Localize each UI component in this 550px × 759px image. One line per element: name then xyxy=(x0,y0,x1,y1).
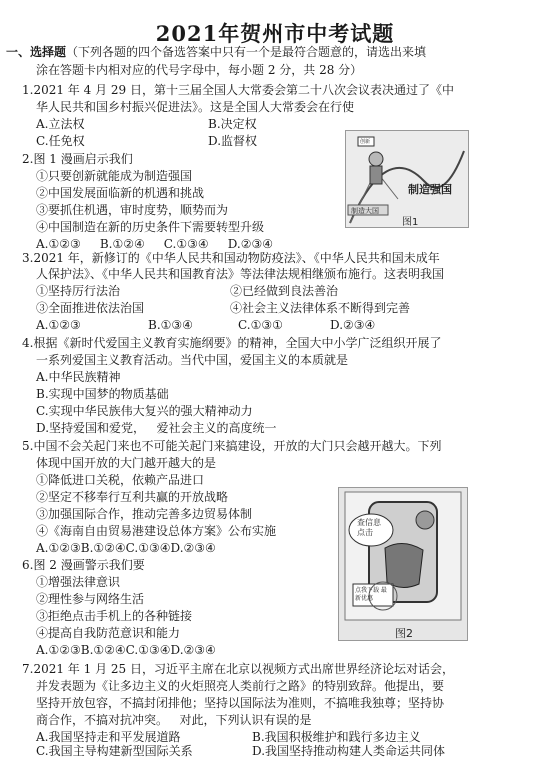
q7-stem-3: 坚持开放包容，不搞封闭排他；坚持以国际法为准则，不搞唯我独尊；坚持协 xyxy=(36,696,445,710)
q7-stem-1: 7.2021 年 1 月 25 日，习近平主席在北京以视频方式出席世界经济论坛对话会， xyxy=(22,662,454,676)
figure-2-box: 点我下载 最新优惠 xyxy=(355,587,387,602)
q4-stem-1: 4.根据《新时代爱国主义教育实施纲要》的精神，全国大中小学广泛组织开展了 xyxy=(22,336,442,350)
q6-item-4: ④提高自我防范意识和能力 xyxy=(36,626,181,640)
q7-stem-2: 并发表题为《让多边主义的火炬照亮人类前行之路》的特别致辞。他提出，要 xyxy=(36,679,445,693)
q5-item-4: ④《海南自由贸易港建设总体方案》公布实施 xyxy=(36,524,277,538)
q3-option-c: C.①③① xyxy=(238,318,283,332)
q2-item-4: ④中国制造在新的历史条件下需要转型升级 xyxy=(36,220,265,234)
q7-option-c: C.我国主导构建新型国际关系 xyxy=(36,744,193,758)
section-desc-1: （下列各题的四个备选答案中只有一个是最符合题意的，请选出来填 xyxy=(66,45,427,59)
figure-2-cartoon xyxy=(338,487,468,641)
q2-item-1: ①只要创新就能成为制造强国 xyxy=(36,169,193,183)
figure-1-tag: 制造大国 xyxy=(351,207,379,215)
q7-option-d: D.我国坚持推动构建人类命运共同体 xyxy=(252,744,446,758)
q5-item-3: ③加强国际合作，推动完善多边贸易体制 xyxy=(36,507,253,521)
q7-stem-4: 商合作，不搞对抗冲突。 对此，下列认识有误的是 xyxy=(36,713,312,727)
q3-stem-1: 3.2021 年，新修订的《中华人民共和国动物防疫法》、《中华人民共和国未成年 xyxy=(22,251,440,265)
q4-option-b: B.实现中国梦的物质基础 xyxy=(36,387,169,401)
q3-option-a: A.①②③ xyxy=(36,318,81,332)
q2-item-3: ③要抓住机遇，审时度势，顺势而为 xyxy=(36,203,229,217)
q3-item-4: ④社会主义法律体系不断得到完善 xyxy=(230,301,411,315)
q3-item-3: ③全面推进依法治国 xyxy=(36,301,145,315)
q4-option-d: D.坚持爱国和爱党， 爱社会主义的高度统一 xyxy=(36,421,277,435)
q1-option-a: A.立法权 xyxy=(36,117,85,131)
q3-item-2: ②已经做到良法善治 xyxy=(230,284,339,298)
q6-item-2: ②理性参与网络生活 xyxy=(36,592,145,606)
figure-1-caption: 图1 xyxy=(402,217,419,228)
page-title: 2021年贺州市中考试题 xyxy=(155,21,395,46)
q5-stem-2: 体现中国开放的大门越开越大的是 xyxy=(36,456,217,470)
q5-item-2: ②坚定不移奉行互利共赢的开放战略 xyxy=(36,490,229,504)
figure-2-illustration xyxy=(339,488,467,640)
q6-stem: 6.图 2 漫画警示我们要 xyxy=(22,558,145,572)
q2-item-2: ②中国发展面临新的机遇和挑战 xyxy=(36,186,205,200)
q4-stem-2: 一系列爱国主义教育活动。当代中国，爱国主义的本质就是 xyxy=(36,353,349,367)
q1-option-d: D.监督权 xyxy=(208,134,258,148)
q7-option-a: A.我国坚持走和平发展道路 xyxy=(36,730,181,744)
q2-options: A.①②③ B.①②④ C.①③④ D.②③④ xyxy=(36,237,273,251)
section-desc-2: 涂在答题卡内相对应的代号字母中，每小题 2 分，共 28 分） xyxy=(36,63,363,77)
q6-options: A.①②③B.①②④C.①③④D.②③④ xyxy=(36,643,216,657)
q6-item-1: ①增强法律意识 xyxy=(36,575,121,589)
section-label: 一、选择题 xyxy=(6,45,67,59)
q6-item-3: ③拒绝点击手机上的各种链接 xyxy=(36,609,193,623)
q3-option-d: D.②③④ xyxy=(330,318,376,332)
q5-stem-1: 5.中国不会关起门来也不可能关起门来搞建设，开放的大门只会越开越大。下列 xyxy=(22,439,442,453)
q1-stem-2: 华人民共和国乡村振兴促进法》。这是全国人大常委会在行使 xyxy=(36,100,355,114)
q1-option-b: B.决定权 xyxy=(208,117,257,131)
q5-options: A.①②③B.①②④C.①③④D.②③④ xyxy=(36,541,216,555)
q7-option-b: B.我国积极维护和践行多边主义 xyxy=(252,730,421,744)
q1-stem-1: 1.2021 年 4 月 29 日，第十三届全国人大常委会第二十八次会议表决通过了《中 xyxy=(22,83,454,97)
q2-stem: 2.图 1 漫画启示我们 xyxy=(22,152,133,166)
q4-option-a: A.中华民族精神 xyxy=(36,370,121,384)
q3-option-b: B.①③④ xyxy=(148,318,193,332)
figure-1-cartoon xyxy=(345,130,469,228)
q3-stem-2: 人保护法》、《中华人民共和国教育法》等法律法规相继颁布施行。这表明我国 xyxy=(36,267,445,281)
figure-2-caption: 图2 xyxy=(395,627,413,640)
figure-2-bubble: 查信息 点击 xyxy=(357,518,381,537)
q3-item-1: ①坚持厉行法治 xyxy=(36,284,121,298)
figure-1-badge: 创新 xyxy=(360,139,371,145)
section-header xyxy=(6,44,426,60)
figure-1-sign: 制造强国 xyxy=(408,183,452,196)
q4-option-c: C.实现中华民族伟大复兴的强大精神动力 xyxy=(36,404,253,418)
q1-option-c: C.任免权 xyxy=(36,134,85,148)
q5-item-1: ①降低进口关税，依赖产品进口 xyxy=(36,473,205,487)
